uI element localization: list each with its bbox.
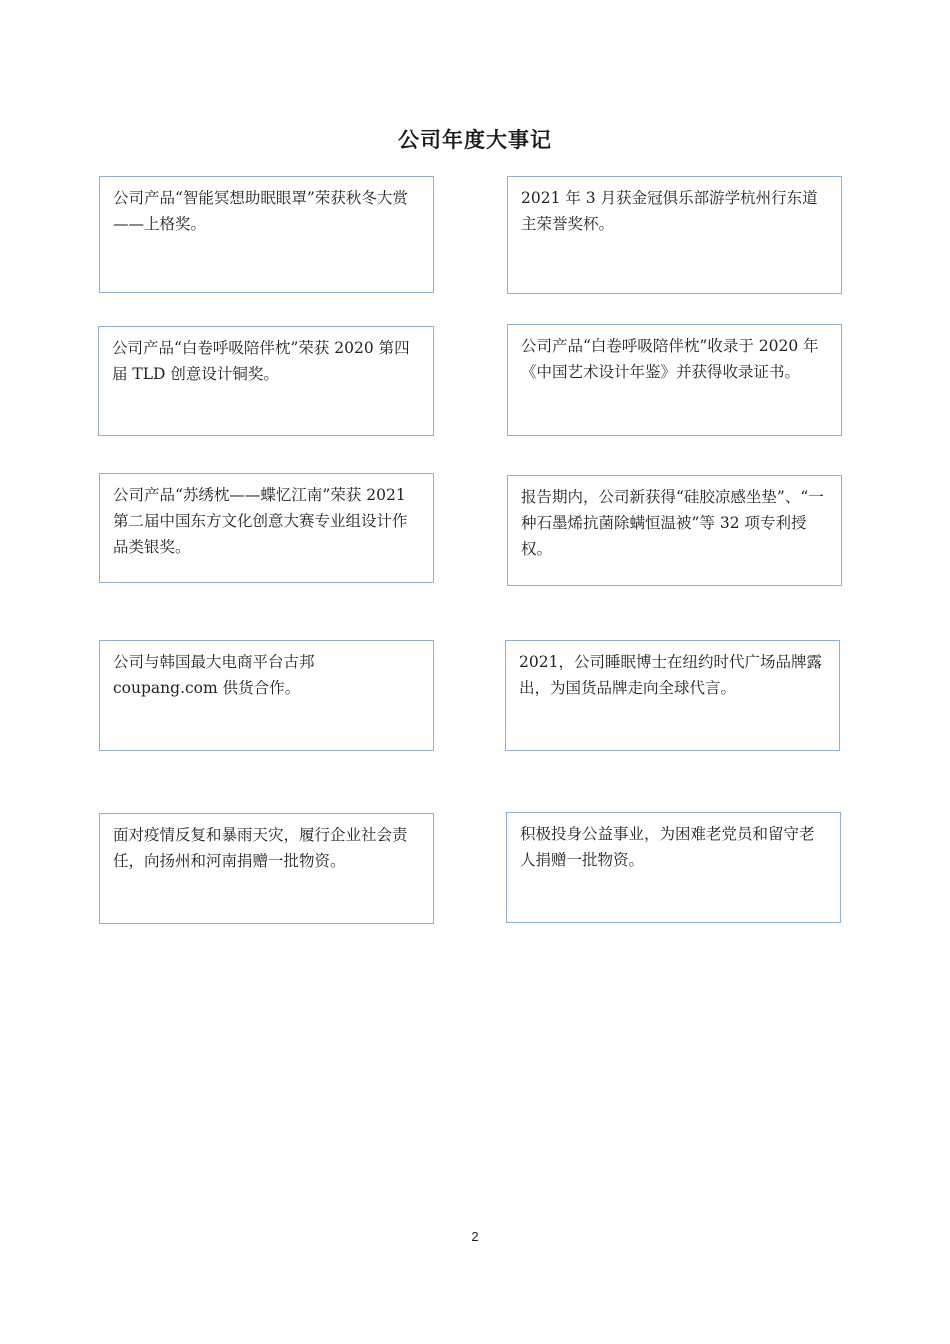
event-box-9: 面对疫情反复和暴雨天灾，履行企业社会责任，向扬州和河南捐赠一批物资。 (99, 813, 434, 924)
event-box-5: 公司产品“苏绣枕——蝶忆江南”荣获 2021 第二届中国东方文化创意大赛专业组设计作品类银奖。 (99, 473, 434, 583)
event-box-10: 积极投身公益事业，为困难老党员和留守老人捐赠一批物资。 (506, 812, 841, 923)
event-box-1: 公司产品“智能冥想助眠眼罩”荣获秋冬大赏——上格奖。 (99, 176, 434, 293)
event-box-6: 报告期内，公司新获得“硅胶凉感坐垫”、“一种石墨烯抗菌除螨恒温被”等 32 项专利授权。 (507, 475, 842, 586)
event-box-7: 公司与韩国最大电商平台古邦 coupang.com 供货合作。 (99, 640, 434, 751)
page-number: 2 (471, 1229, 479, 1244)
event-box-2: 2021 年 3 月获金冠俱乐部游学杭州行东道主荣誉奖杯。 (507, 176, 842, 294)
event-box-3: 公司产品“白卷呼吸陪伴枕”荣获 2020 第四届 TLD 创意设计铜奖。 (98, 326, 434, 436)
page-title: 公司年度大事记 (398, 128, 552, 152)
event-box-8: 2021，公司睡眠博士在纽约时代广场品牌露出，为国货品牌走向全球代言。 (505, 640, 840, 751)
event-box-4: 公司产品“白卷呼吸陪伴枕”收录于 2020 年《中国艺术设计年鉴》并获得收录证书。 (507, 324, 842, 436)
